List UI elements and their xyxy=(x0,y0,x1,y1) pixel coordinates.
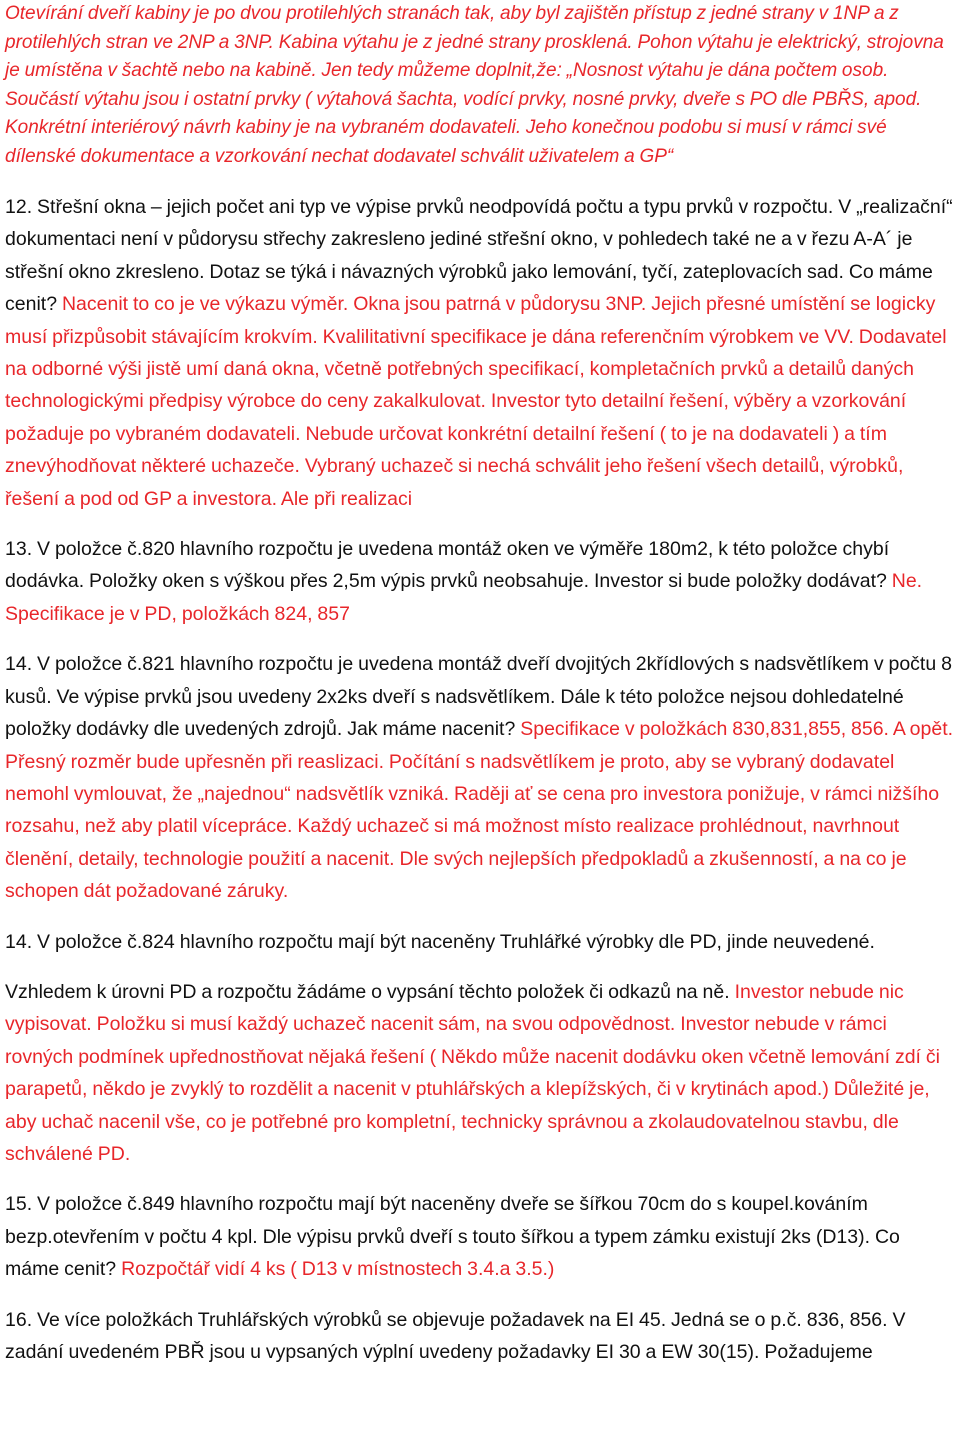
answer-text: Nacenit to co je ve výkazu výměr. Okna jsou patrná v půdorysu 3NP. Jejich přesné umístění se logicky musí přizpůsobit stávajícím krokvím. Kvalilitativní specifikace je dána referenčním výrobkem ve VV. Dodavatel na odborné výši jistě umí daná okna, včetně potřebných specifikací, kompletačních prvků a detailů daných technologickými předpisy výrobce do ceny zakalkulovat. Investor tyto detailní řešení, výběry a vzorkování požaduje po vybraném dodavateli. Nebude určovat konkrétní detailní řešení ( to je na dodavateli ) a tím znevýhodňovat některé uchazeče. Vybraný uchazeč si nechá schválit jeho řešení všech detailů, výrobků, řešení a pod od GP a investora. Ale při realizaci xyxy=(5,293,947,510)
question-text: Vzhledem k úrovni PD a rozpočtu žádáme o vypsání těchto položek či odkazů na ně. xyxy=(5,980,735,1003)
paragraph-item-15 xyxy=(5,1188,957,1285)
document-body xyxy=(5,0,957,1368)
paragraph-item-14a xyxy=(5,648,957,907)
paragraph-item-14b xyxy=(5,926,957,958)
question-text: 16. Ve více položkách Truhlářských výrobků se objevuje požadavek na EI 45. Jedná se o p.č. 836, 856. V zadání uvedeném PBŘ jsou u vypsaných výplní uvedeny požadavky EI 30 a EW 30(15). Požadujeme xyxy=(5,1308,906,1363)
answer-text: Ne. Specifikace je v PD, položkách 824, 857 xyxy=(5,570,923,625)
answer-text: Otevírání dveří kabiny je po dvou protilehlých stranách tak, aby byl zajištěn přístup z jedné strany v 1NP a z protilehlých stran ve 2NP a 3NP. Kabina výtahu je z jedné strany prosklená. Pohon výtahu je elektrický, strojovna je umístěna v šachtě nebo na kabině. Jen tedy můžeme doplnit,že: „Nosnost výtahu je dána počtem osob. Součástí výtahu jsou i ostatní prvky ( výtahová šachta, vodící prvky, nosné prvky, dveře s PO dle PBŘS, apod. Konkrétní interiérový návrh kabiny je na vybraném dodavateli. Jeho konečnou podobu si musí v rámci své dílenské dokumentace a vzorkování nechat dodavatel schválit uživatelem a GP“ xyxy=(5,3,944,167)
paragraph-item-12 xyxy=(5,191,957,515)
paragraph-item-16 xyxy=(5,1304,957,1369)
question-text: 15. V položce č.849 hlavního rozpočtu mají být naceněny dveře se šířkou 70cm do s koupel.kováním bezp.otevřením v počtu 4 kpl. Dle výpisu prvků dveří s touto šířkou a typem zámku existují 2ks (D13). Co máme cenit? xyxy=(5,1193,900,1281)
paragraph-item-13 xyxy=(5,533,957,630)
question-text: 13. V položce č.820 hlavního rozpočtu je uvedena montáž oken ve výměře 180m2, k této položce chybí dodávka. Položky oken s výškou přes 2,5m výpis prvků neobsahuje. Investor si bude položky dodávat? xyxy=(5,538,892,593)
answer-text: Rozpočtář vidí 4 ks ( D13 v místnostech 3.4.a 3.5.) xyxy=(121,1258,555,1281)
question-text: 14. V položce č.821 hlavního rozpočtu je uvedena montáž dveří dvojitých 2křídlových s nadsvětlíkem v počtu 8 kusů. Ve výpise prvků jsou uvedeny 2x2ks dveří s nadsvětlíkem. Dále k této položce nejsou dohledatelné položky dodávky dle uvedených zdrojů. Jak máme nacenit? xyxy=(5,653,952,741)
answer-text: Investor nebude nic vypisovat. Položku si musí každý uchazeč nacenit sám, na svou odpovědnost. Investor nebude v rámci rovných podmínek upřednostňovat nějaká řešení ( Někdo může nacenit dodávku oken včetně lemování zdí či parapetů, někdo je zvyklý to rozdělit a nacenit v ptuhlářských a klepížských, či v krytinách apod.) Důležité je, aby uchač nacenil vše, co je potřebné pro kompletní, technicky správnou a zkolaudovatelnou stavbu, dle schválené PD. xyxy=(5,980,940,1165)
question-text: 14. V položce č.824 hlavního rozpočtu mají být naceněny Truhlářké výrobky dle PD, jinde neuvedené. xyxy=(5,930,875,953)
question-text: 12. Střešní okna – jejich počet ani typ ve výpise prvků neodpovídá počtu a typu prvků v rozpočtu. V „realizační“ dokumentaci není v půdorysu střechy zakresleno jediné střešní okno, v pohledech také ne a v řezu A-A´ je střešní okno zkresleno. Dotaz se týká i návazných výrobků jako lemování, tyčí, zateplovacích sad. Co máme cenit? xyxy=(5,196,953,316)
paragraph-item-14c xyxy=(5,976,957,1170)
paragraph-intro xyxy=(5,0,957,171)
answer-text: Specifikace v položkách 830,831,855, 856. A opět. Přesný rozměr bude upřesněn při reaslizaci. Počítání s nadsvětlíkem je proto, aby se vybraný dodavatel nemohl vymlouvat, že „najednou“ nadsvětlík vzniká. Raději ať se cena pro investora ponižuje, v rámci nižšího rozsahu, než aby platil vícepráce. Každý uchazeč si má možnost místo realizace prohlédnout, navrhnout členění, detaily, technologie použití a nacenit. Dle svých nejlepších předpokladů a zkušenností, a na co je schopen dát požadované záruky. xyxy=(5,718,954,903)
